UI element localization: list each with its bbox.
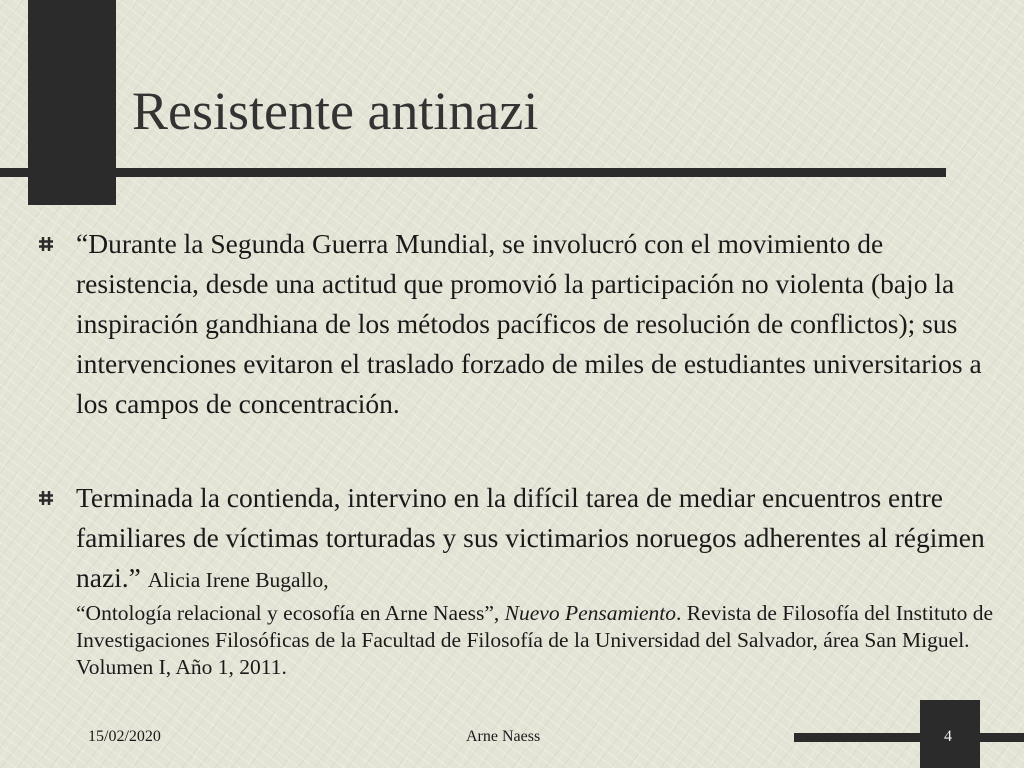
bullet-item (36, 478, 1006, 681)
citation-block (76, 600, 1006, 681)
footer-accent-rule (794, 733, 1024, 742)
footer-page-number: 4 (944, 728, 952, 745)
slide-title: Resistente antinazi (132, 81, 539, 141)
hash-bullet-icon (36, 488, 56, 508)
citation-author: Alicia Irene Bugallo, (147, 568, 329, 592)
bullet-text: “Durante la Segunda Guerra Mundial, se involucró con el movimiento de resistencia, desde una actitud que promovió la participación no violenta (bajo la inspiración gandhiana de los métodos pacíficos de resolución de conflictos); sus intervenciones evitaron el traslado forzado de miles de estudiantes universitarios a los campos de concentración. (76, 228, 982, 419)
bullet-item (36, 224, 1006, 424)
footer-date: 15/02/2020 (88, 728, 161, 745)
bullet-main-text: Terminada la contienda, intervino en la difícil tarea de mediar encuentros entre familiares de víctimas torturadas y sus victimarios noruegos adherentes al régimen nazi.” (76, 482, 985, 593)
bullet-text (76, 478, 1006, 681)
hash-bullet-icon (36, 234, 56, 254)
footer-author: Arne Naess (466, 728, 541, 745)
citation-details: . Revista de Filosofía del Instituto de Investigaciones Filosóficas de la Facultad de Filosofía de la Universidad del Salvador, área San Miguel. Volumen I, Año 1, 2011. (76, 601, 994, 679)
citation-journal: Nuevo Pensamiento (504, 601, 677, 625)
citation-article-title: “Ontología relacional y ecosofía en Arne Naess”, (76, 601, 500, 625)
title-accent-rule (0, 168, 946, 177)
